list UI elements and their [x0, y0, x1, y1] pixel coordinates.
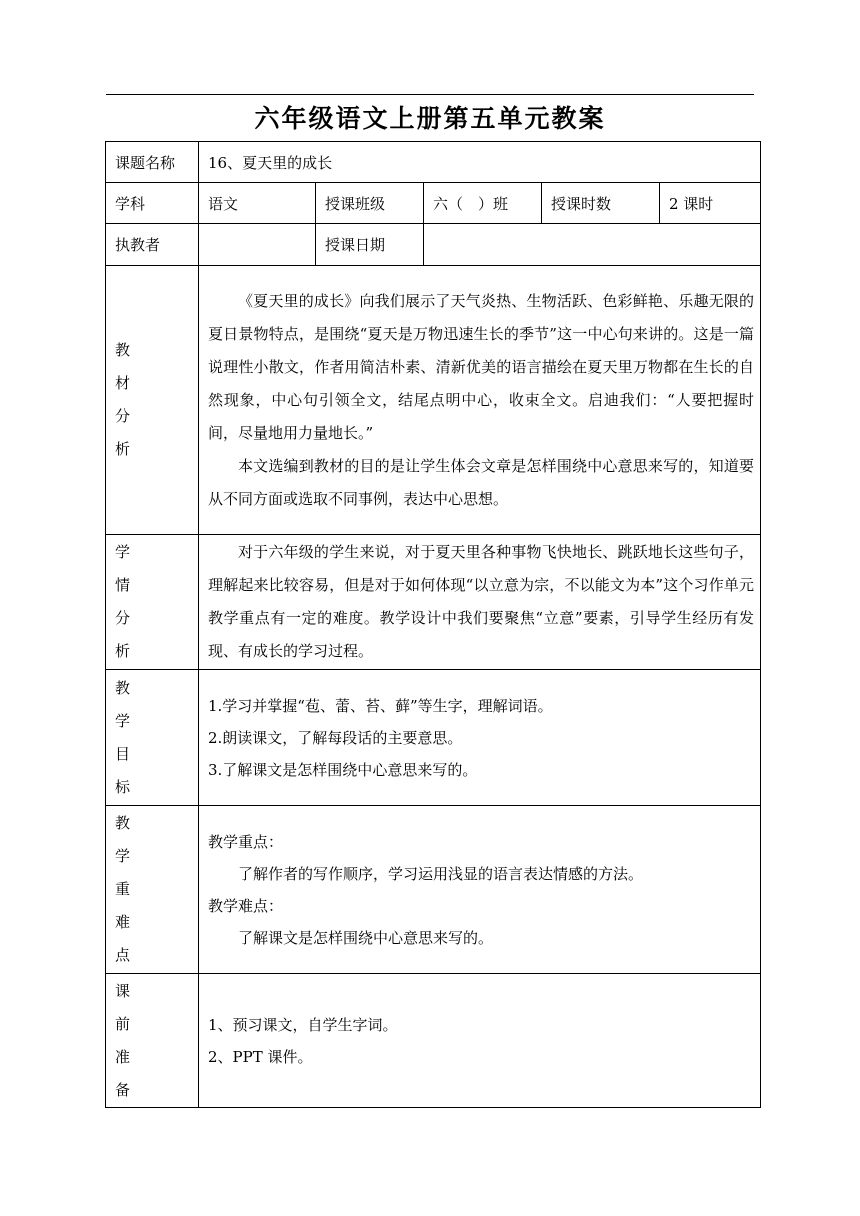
goals-label-char: 学 [115, 711, 131, 730]
keypoints-label-char: 重 [115, 880, 131, 898]
prep-label-char: 准 [115, 1047, 131, 1066]
learner-label-char: 析 [115, 642, 131, 660]
subject-value: 语文 [199, 183, 316, 224]
goals-label-char: 标 [115, 777, 131, 796]
row-topic [106, 142, 761, 183]
keypoints-content [199, 806, 761, 974]
date-label: 授课日期 [316, 224, 424, 266]
teacher-value [199, 224, 316, 266]
difficult-heading: 教学难点： [208, 896, 284, 915]
learner-paragraph: 对于六年级的学生来说，对于夏天里各种事物飞快地长、跳跃地长这些句子，理解起来比较容易，但是对于如何体现“以立意为宗，不以能文为本”这个习作单元教学重点有一定的难度。教学设计中我们要聚焦“立意”要素，引导学生经历有发现、有成长的学习过程。 [208, 543, 755, 660]
key-text: 了解作者的写作顺序，学习运用浅显的语言表达情感的方法。 [238, 864, 644, 883]
row-material-analysis [106, 266, 761, 535]
keypoints-label [106, 806, 199, 974]
material-content [199, 266, 761, 535]
row-key-points [106, 806, 761, 974]
learner-label-char: 学 [115, 543, 131, 561]
document-title: 六年级语文上册第五单元教案 [254, 104, 606, 133]
material-label-char: 分 [115, 407, 131, 425]
prep-content [199, 974, 761, 1108]
prep-item: 2、PPT 课件。 [208, 1047, 313, 1066]
header-rule [106, 94, 754, 95]
row-subject [106, 183, 761, 224]
row-learner-analysis [106, 535, 761, 670]
topic-value: 16、夏天里的成长 [199, 142, 761, 183]
row-teaching-goals [106, 670, 761, 806]
topic-label: 课题名称 [106, 142, 199, 183]
subject-label: 学科 [106, 183, 199, 224]
material-paragraph: 《夏天里的成长》向我们展示了天气炎热、生物活跃、色彩鲜艳、乐趣无限的夏日景物特点，是围绕“夏天是万物迅速生长的季节”这一中心句来讲的。这是一篇说理性小散文，作者用简洁朴素、清新优美的语言描绘在夏天里万物都在生长的自然现象，中心句引领全文，结尾点明中心，收束全文。启迪我们：“人要把握时间，尽量地用力量地长。” [208, 291, 755, 442]
prep-item: 1、预习课文，自学生字词。 [208, 1015, 398, 1034]
hours-label: 授课时数 [542, 183, 660, 224]
date-value [424, 224, 761, 266]
learner-label [106, 535, 199, 670]
keypoints-label-char: 学 [115, 847, 131, 865]
teacher-label: 执教者 [106, 224, 199, 266]
keypoints-label-char: 难 [115, 913, 131, 931]
prep-label [106, 974, 199, 1108]
learner-content [199, 535, 761, 670]
material-label-char: 析 [115, 440, 131, 458]
goal-item: 1.学习并掌握“苞、蕾、苔、藓”等生字，理解词语。 [208, 696, 553, 715]
row-teacher [106, 224, 761, 266]
prep-label-char: 备 [115, 1080, 131, 1099]
material-label-char: 材 [115, 374, 131, 392]
class-value: 六（ ）班 [424, 183, 542, 224]
learner-label-char: 分 [115, 609, 131, 627]
goals-content [199, 670, 761, 806]
goals-label [106, 670, 199, 806]
material-label [106, 266, 199, 535]
goals-label-char: 目 [115, 744, 131, 763]
key-heading: 教学重点： [208, 832, 284, 851]
goal-item: 3.了解课文是怎样围绕中心意思来写的。 [208, 760, 478, 779]
prep-label-char: 前 [115, 1014, 131, 1033]
keypoints-label-char: 点 [115, 946, 131, 964]
class-label: 授课班级 [316, 183, 424, 224]
learner-label-char: 情 [115, 576, 131, 594]
goals-label-char: 教 [115, 678, 131, 697]
goal-item: 2.朗读课文，了解每段话的主要意思。 [208, 728, 463, 747]
hours-value: 2 课时 [660, 183, 761, 224]
difficult-text: 了解课文是怎样围绕中心意思来写的。 [238, 928, 494, 947]
material-paragraph: 本文选编到教材的目的是让学生体会文章是怎样围绕中心意思来写的，知道要从不同方面或选取不同事例，表达中心思想。 [208, 456, 755, 508]
prep-label-char: 课 [115, 981, 131, 1000]
lesson-plan-table [105, 141, 761, 1108]
row-preparation [106, 974, 761, 1108]
keypoints-label-char: 教 [115, 814, 131, 832]
material-label-char: 教 [115, 341, 131, 359]
